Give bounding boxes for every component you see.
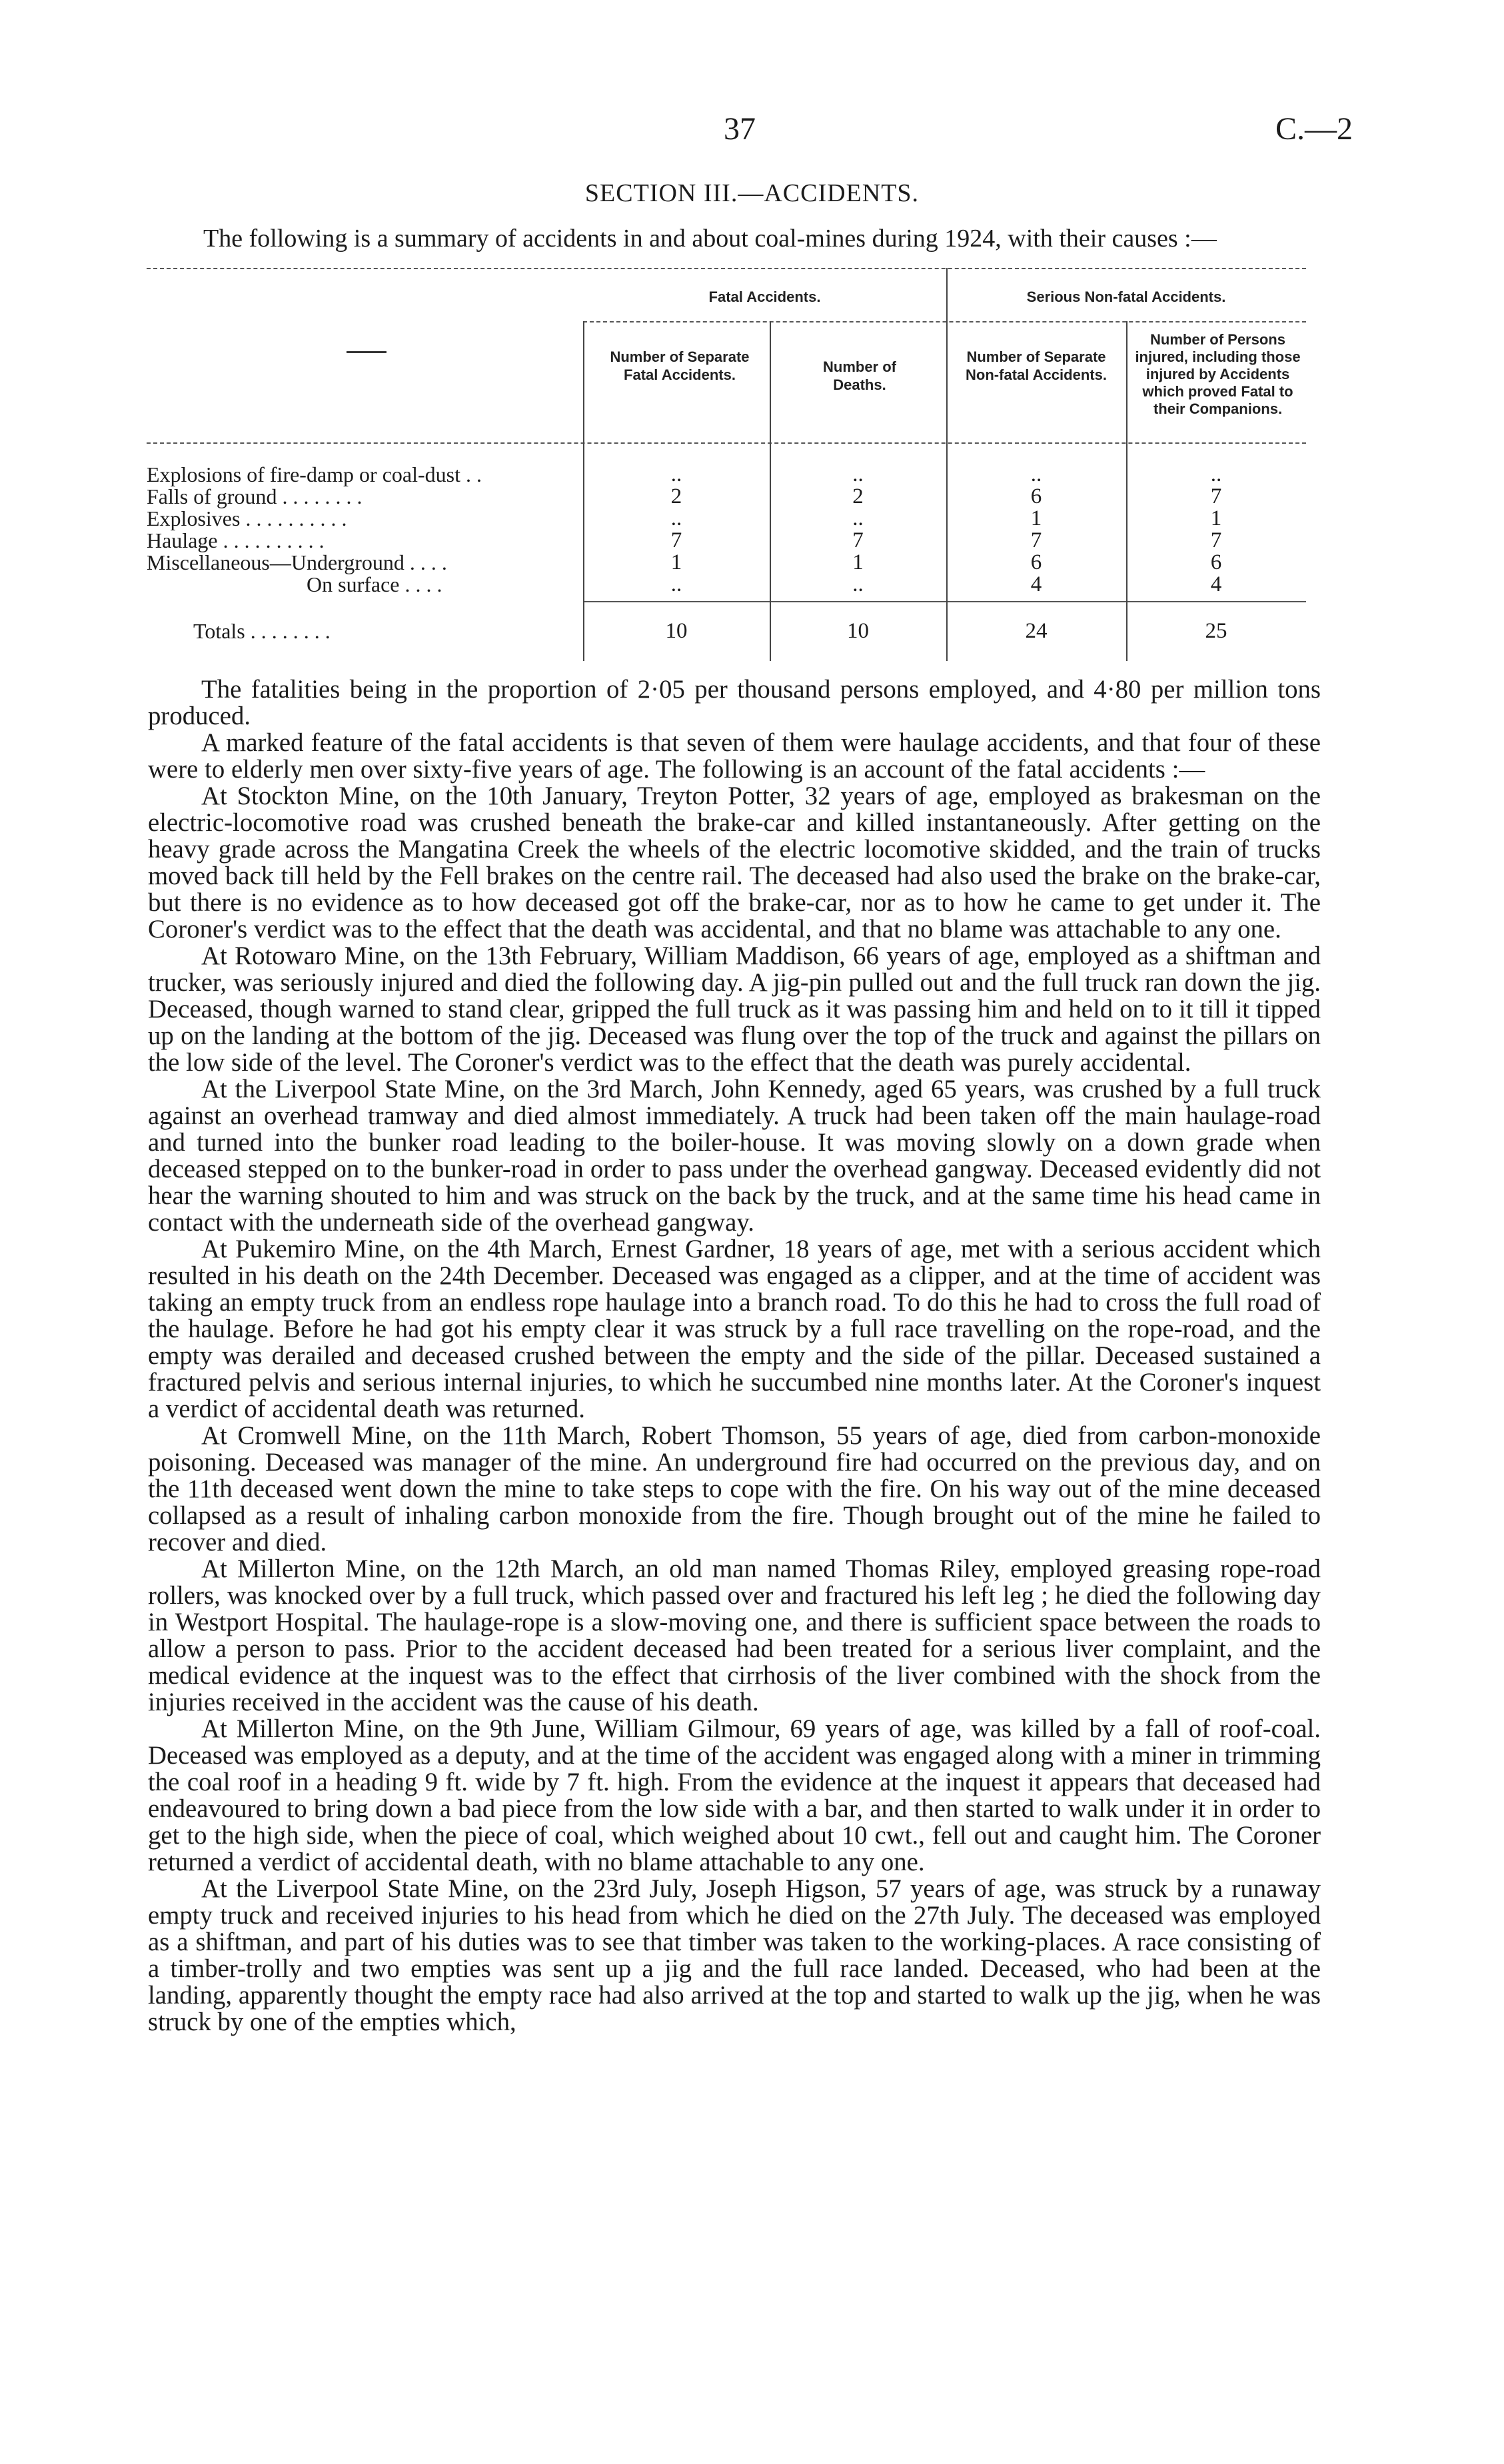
paragraph-liverpool-higson: At the Liverpool State Mine, on the 23rd July, Joseph Higson, 57 years of age, was struck by a runaway empty truck and received injuries to his head from which he died on the 27th July. The deceased was employed as a shiftman, and part of his duties was to see that timber was taken to the working-places. A race consisting of a timber-trolly and two empties was sent up a jig and the full race landed. Deceased, who had been at the landing, apparently thought the empty race had also arrived at the top and started to walk up the jig, when he was struck by one of the empties which, <box>148 1874 1321 2036</box>
table-top-rule <box>147 268 1306 269</box>
row-label-explosives: Explosives . . . . . . . . . . <box>147 506 347 530</box>
table-cell: .. <box>670 572 682 596</box>
paragraph-liverpool-kennedy: At the Liverpool State Mine, on the 3rd March, John Kennedy, aged 65 years, was crushed by a full truck against an overhead tramway and died almost immediately. A truck had been taken off the main haulage-road and turned into the bunker road leading to the boiler-house. It was moving slowly on a down grade when deceased stepped on to the bunker-road in order to pass under the overhead gangway. Deceased evidently did not hear the warning shouted to him and was struck on the back by the truck, and at the same time his head came in contact with the underneath side of the overhead gangway. <box>148 1075 1321 1237</box>
col-persons-injured: Number of Persons injured, including those injured by Accidents which proved Fatal to their Companions. <box>1135 331 1301 417</box>
fatal-accidents-header: Fatal Accidents. <box>708 289 821 305</box>
table-cell: .. <box>1210 462 1222 486</box>
table-cell: 1 <box>1030 506 1042 530</box>
row-label-haulage: Haulage . . . . . . . . . . <box>147 528 325 552</box>
col-separate-nonfatal-accidents: Number of Separate Non-fatal Accidents. <box>966 348 1107 383</box>
table-cell: .. <box>670 506 682 530</box>
table-cell: .. <box>852 506 864 530</box>
row-label-totals: Totals . . . . . . . . <box>193 619 331 643</box>
paragraph-stockton-mine: At Stockton Mine, on the 10th January, Treyton Potter, 32 years of age, employed as brakesman on the electric-locomotive road was crushed beneath the brake-car and killed instantaneously. After getting on the heavy grade across the Mangatina Creek the wheels of the electric locomotive skidded, and the train of trucks moved back till held by the Fell brakes on the centre rail. The deceased had also used the brake on the brake-car, but there is no evidence as to how deceased got off the brake-car, nor as to how he came to get under it. The Coroner's verdict was to the effect that the death was accidental, and that no blame was attachable to any one. <box>148 782 1321 943</box>
paragraph-haulage-feature: A marked feature of the fatal accidents is that seven of them were haulage accidents, and that four of these were to elderly men over sixty-five years of age. The following is an account of the fatal accidents :— <box>148 728 1321 784</box>
nonfatal-accidents-header: Serious Non-fatal Accidents. <box>1026 289 1226 305</box>
intro-text: The following is a summary of accidents in and about coal-mines during 1924, with their causes :— <box>203 225 1217 253</box>
table-cell: 2 <box>670 484 682 508</box>
table-cell: 6 <box>1030 550 1042 574</box>
totals-cell: 25 <box>1205 619 1227 643</box>
totals-cell: 24 <box>1025 619 1048 643</box>
paragraph-fatality-proportion: The fatalities being in the proportion of 2·05 per thousand persons employed, and 4·80 per million tons produced. <box>148 675 1321 730</box>
col-number-of-deaths: Number of Deaths. <box>823 358 896 393</box>
row-label-falls-of-ground: Falls of ground . . . . . . . . <box>147 484 363 508</box>
header-bottom-rule <box>147 442 1306 444</box>
table-cell: 1 <box>1210 506 1222 530</box>
section-title: SECTION III.—ACCIDENTS. <box>584 179 920 207</box>
table-cell: 2 <box>852 484 864 508</box>
stub-header-dash <box>347 351 386 353</box>
paragraph-millerton-gilmour: At Millerton Mine, on the 9th June, William Gilmour, 69 years of age, was killed by a fall of roof-coal. Deceased was employed as a deputy, and at the time of the accident was engaged along with a miner in trimming the coal roof in a heading 9 ft. wide by 7 ft. high. From the evidence at the inquest it appears that deceased had endeavoured to bring down a bad piece from the low side with a bar, and then started to walk under it in order to get to the high side, when the piece of coal, which weighed about 10 cwt., fell out and caught him. The Coroner returned a verdict of accidental death, with no blame attachable to any one. <box>148 1714 1321 1876</box>
page-number: 37 <box>724 111 756 147</box>
row-label-on-surface: On surface . . . . <box>307 572 442 596</box>
totals-cell: 10 <box>665 619 688 643</box>
accidents-summary-table <box>147 268 1306 661</box>
table-cell: 7 <box>852 528 864 552</box>
table-cell: 7 <box>1210 484 1222 508</box>
paragraph-pukemiro-mine: At Pukemiro Mine, on the 4th March, Ernest Gardner, 18 years of age, met with a serious accident which resulted in his death on the 24th December. Deceased was engaged as a clipper, and at the time of accident was taking an empty truck from an endless rope haulage into a branch road. To do this he had to cross the full road of the haulage. Before he had got his empty clear it was struck by a full race travelling on the rope-road, and the empty was derailed and deceased crushed between the empty and the side of the pillar. Deceased sustained a fractured pelvis and serious internal injuries, to which he succumbed nine months later. At the Coroner's inquest a verdict of accidental death was returned. <box>148 1235 1321 1423</box>
table-cell: 4 <box>1210 572 1222 596</box>
paragraph-cromwell-mine: At Cromwell Mine, on the 11th March, Robert Thomson, 55 years of age, died from carbon-monoxide poisoning. Deceased was manager of the mine. An underground fire had occurred on the previous day, and on the 11th deceased went down the mine to take steps to cope with the fire. On his way out of the mine deceased collapsed as a result of inhaling carbon monoxide from the fire. Though brought out of the mine he failed to recover and died. <box>148 1421 1321 1556</box>
table-cell: 7 <box>1030 528 1042 552</box>
col-separate-fatal-accidents: Number of Separate Fatal Accidents. <box>610 348 750 383</box>
table-cell: .. <box>670 462 682 486</box>
row-label-misc-underground: Miscellaneous—Underground . . . . <box>147 550 447 574</box>
group-header-rule <box>583 321 1306 322</box>
paragraph-millerton-riley: At Millerton Mine, on the 12th March, an old man named Thomas Riley, employed greasing rope-road rollers, was knocked over by a full truck, which passed over and fractured his left leg ; he died the following day in Westport Hospital. The haulage-rope is a slow-moving one, and there is sufficient space between the roads to allow a person to pass. Prior to the accident deceased had been treated for a serious liver complaint, and the medical evidence at the inquest was to the effect that cirrhosis of the liver combined with the shock from the injuries received in the accident was the cause of his death. <box>148 1554 1321 1716</box>
table-cell: 7 <box>670 528 682 552</box>
table-cell: .. <box>1030 462 1042 486</box>
totals-cell: 10 <box>847 619 869 643</box>
table-cell: .. <box>852 572 864 596</box>
table-cell: 7 <box>1210 528 1222 552</box>
table-cell: 6 <box>1210 550 1222 574</box>
table-cell: 1 <box>852 550 864 574</box>
document-reference: C.—2 <box>1275 111 1353 147</box>
paragraph-rotowaro-mine: At Rotowaro Mine, on the 13th February, William Maddison, 66 years of age, employed as a shiftman and trucker, was seriously injured and died the following day. A jig-pin pulled out and the full truck ran down the jig. Deceased, though warned to stand clear, gripped the full truck as it was passing him and held on to it till it tipped up on the landing at the bottom of the jig. Deceased was flung over the top of the truck and against the pillars on the low side of the level. The Coroner's verdict was to the effect that the death was purely accidental. <box>148 941 1321 1077</box>
table-cell: 1 <box>670 550 682 574</box>
table-cell: 6 <box>1030 484 1042 508</box>
table-cell: .. <box>852 462 864 486</box>
row-label-explosions: Explosions of fire-damp or coal-dust . . <box>147 462 482 486</box>
accident-accounts <box>148 676 1321 2036</box>
table-cell: 4 <box>1030 572 1042 596</box>
totals-rule <box>583 601 1306 602</box>
